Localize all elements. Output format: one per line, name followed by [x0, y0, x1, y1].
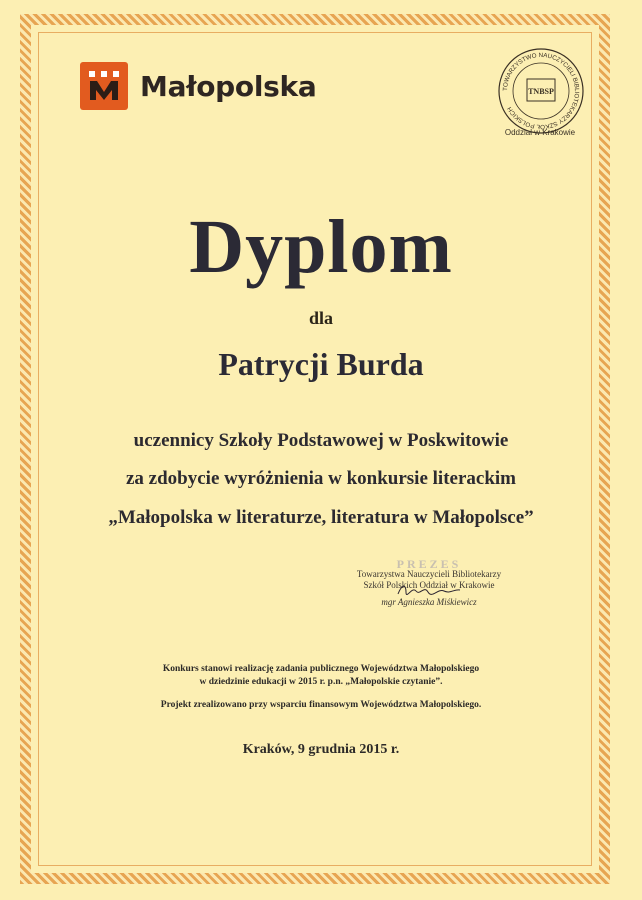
crown-m-icon	[80, 62, 128, 110]
signer-name: mgr Agnieszka Miśkiewicz	[381, 597, 477, 607]
president-stamp: PREZES	[396, 557, 462, 571]
recipient-name: Patrycji Burda	[218, 346, 424, 382]
logo-text: Małopolska	[140, 69, 317, 103]
recipient-school: uczennicy Szkoły Podstawowej w Poskwitowie	[133, 430, 509, 451]
award-reason: za zdobycie wyróżnienia w konkursie literackim	[126, 468, 516, 489]
footer-line-3: Projekt zrealizowano przy wsparciu finansowym Województwa Małopolskiego.	[160, 700, 482, 710]
footer-line-2: w dziedzinie edukacji w 2015 r. p.n. „Małopolskie czytanie”.	[199, 677, 443, 687]
org-line-2: Szkół Polskich Oddział w Krakowie	[363, 580, 495, 590]
contest-name: „Małopolska w literaturze, literatura w Małopolsce”	[108, 507, 534, 528]
diploma-title: Dyplom	[189, 205, 453, 289]
seal-monogram: TNBSP	[528, 87, 554, 96]
signature-block	[320, 557, 538, 607]
seal-ring-text: TOWARZYSTWO NAUCZYCIELI BIBLIOTEKARZY SZKÓŁ POLSKICH	[501, 51, 581, 131]
malopolska-logo	[80, 62, 316, 110]
handwritten-signature	[394, 582, 464, 598]
seal-caption: Oddział w Krakowie	[504, 128, 576, 137]
for-label: dla	[308, 308, 333, 328]
issue-date: Kraków, 9 grudnia 2015 r.	[242, 742, 400, 757]
tnbsp-seal	[496, 46, 586, 136]
org-line-1: Towarzystwa Nauczycieli Bibliotekarzy	[356, 569, 502, 579]
footer-line-1: Konkurs stanowi realizację zadania publicznego Województwa Małopolskiego	[162, 664, 480, 674]
